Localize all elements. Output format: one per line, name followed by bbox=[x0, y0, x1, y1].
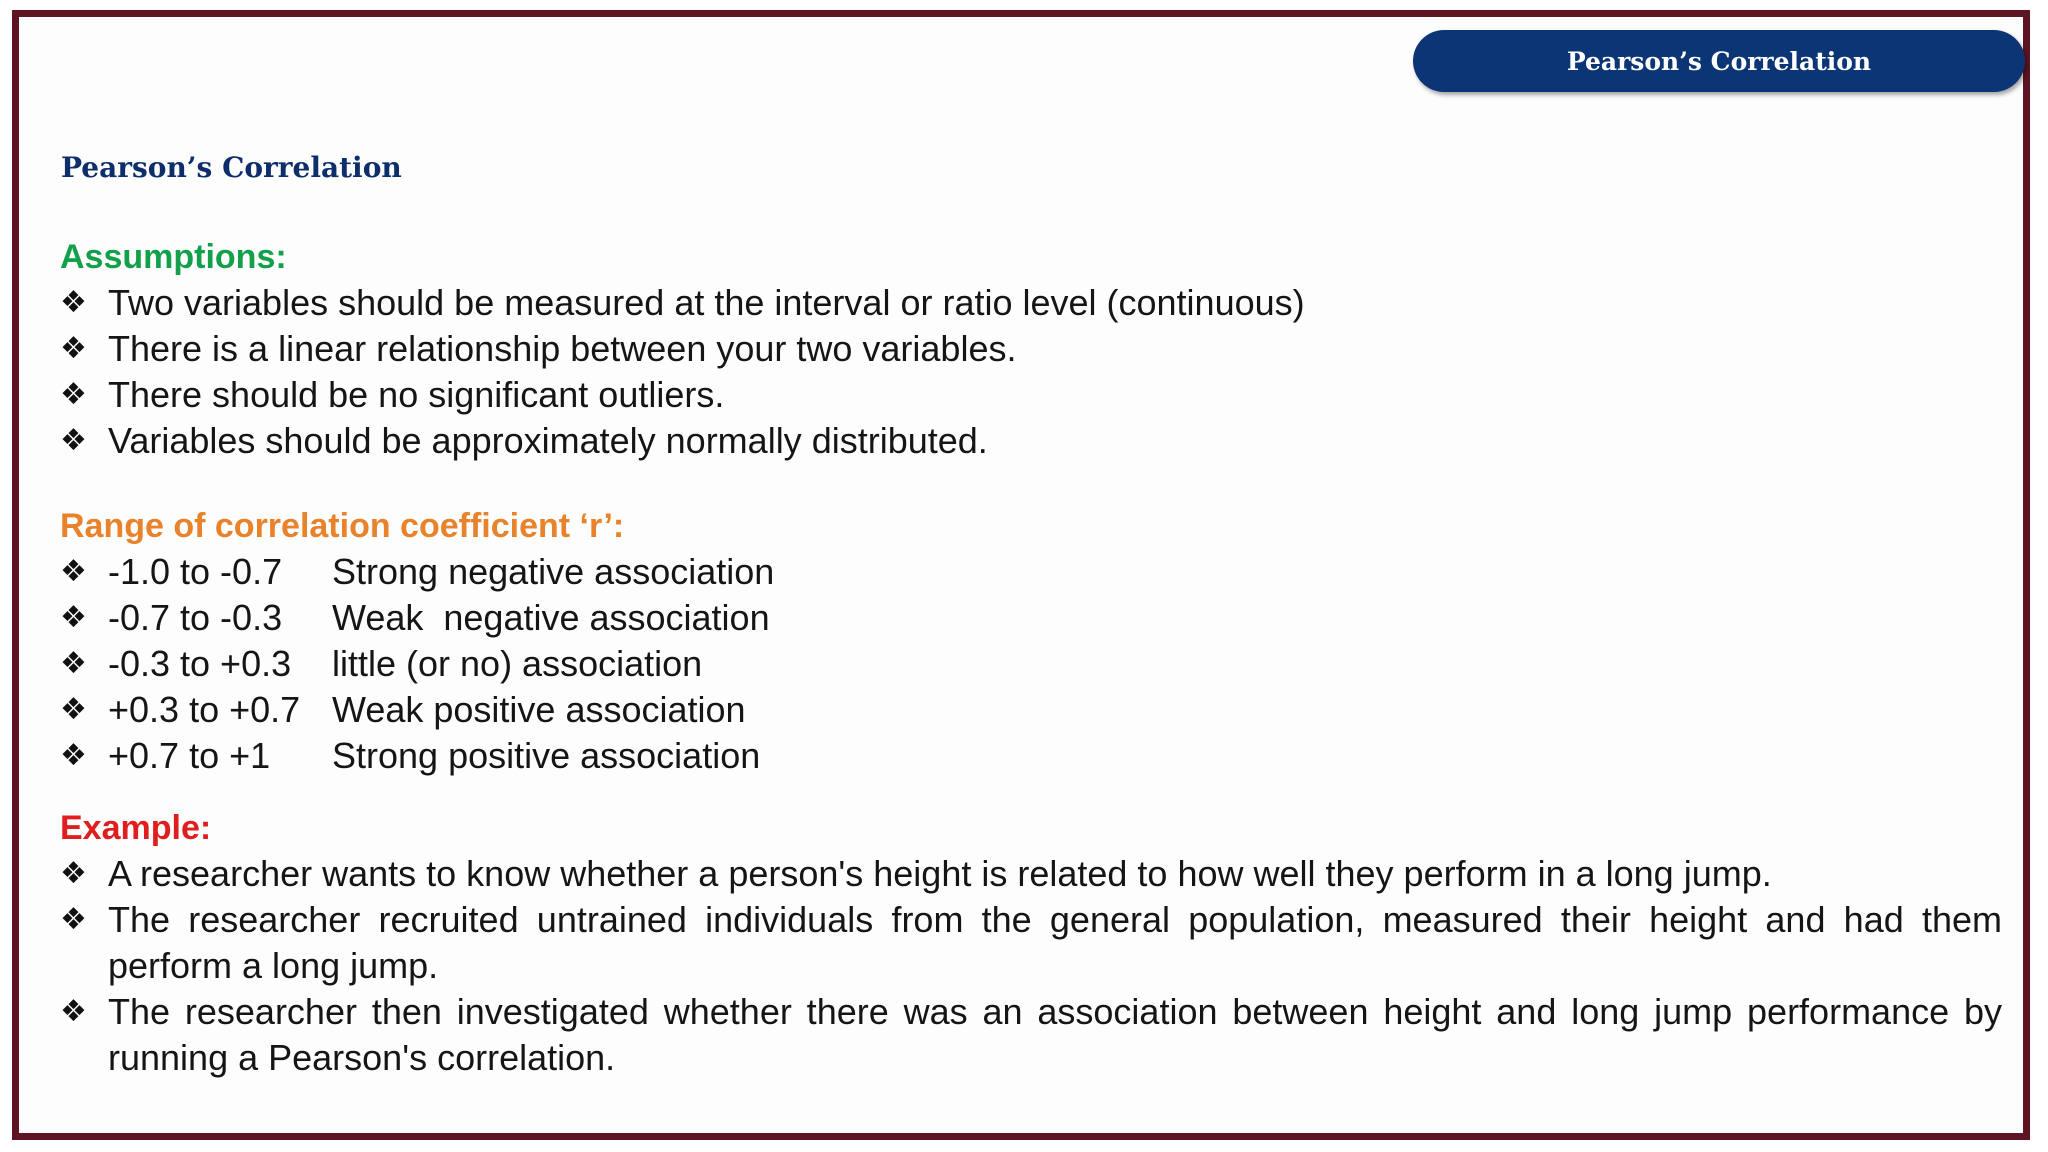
range-label: Weak negative association bbox=[332, 597, 770, 638]
list-item: ❖ Two variables should be measured at the interval or ratio level (continuous) bbox=[60, 280, 2002, 326]
range-list bbox=[60, 549, 2002, 779]
range-value: -1.0 to -0.7 bbox=[108, 551, 283, 592]
four-diamond-bullet-icon: ❖ bbox=[60, 995, 87, 1028]
header-pill-label: Pearson’s Correlation bbox=[1566, 46, 1872, 76]
range-label: little (or no) association bbox=[332, 643, 703, 684]
list-item: ❖ Variables should be approximately normally distributed. bbox=[60, 418, 2002, 464]
range-row bbox=[60, 687, 2002, 733]
four-diamond-bullet-icon: ❖ bbox=[60, 601, 87, 634]
four-diamond-bullet-icon: ❖ bbox=[60, 286, 87, 319]
four-diamond-bullet-icon: ❖ bbox=[60, 424, 87, 457]
assumptions-heading: Assumptions: bbox=[60, 238, 287, 276]
range-row bbox=[60, 733, 2002, 779]
range-value: +0.7 to +1 bbox=[108, 735, 271, 776]
range-row bbox=[60, 595, 2002, 641]
range-value: +0.3 to +0.7 bbox=[108, 689, 301, 730]
four-diamond-bullet-icon: ❖ bbox=[60, 693, 87, 726]
range-heading: Range of correlation coefficient ‘r’: bbox=[60, 507, 625, 545]
list-item: ❖ The researcher then investigated whether there was an association between height and long jump performance by running a Pearson's correlation. bbox=[60, 991, 2002, 1078]
example-list bbox=[60, 851, 2002, 1081]
example-heading: Example: bbox=[60, 809, 212, 847]
list-item: ❖ There should be no significant outliers. bbox=[60, 372, 2002, 418]
range-label: Strong negative association bbox=[332, 551, 775, 592]
list-item: ❖ There is a linear relationship between your two variables. bbox=[60, 326, 2002, 372]
list-item: ❖ A researcher wants to know whether a person's height is related to how well they perform in a long jump. bbox=[60, 851, 2002, 897]
four-diamond-bullet-icon: ❖ bbox=[60, 378, 87, 411]
slide-content bbox=[60, 234, 2002, 1081]
page-title: Pearson’s Correlation bbox=[61, 151, 402, 184]
assumptions-list bbox=[60, 280, 2002, 464]
list-item: ❖ The researcher recruited untrained individuals from the general population, measured their height and had them perform a long jump. bbox=[60, 899, 2002, 986]
range-value: -0.7 to -0.3 bbox=[108, 597, 283, 638]
range-label: Weak positive association bbox=[332, 689, 746, 730]
range-value: -0.3 to +0.3 bbox=[108, 643, 292, 684]
four-diamond-bullet-icon: ❖ bbox=[60, 903, 87, 936]
four-diamond-bullet-icon: ❖ bbox=[60, 555, 87, 588]
range-label: Strong positive association bbox=[332, 735, 761, 776]
four-diamond-bullet-icon: ❖ bbox=[60, 857, 87, 890]
header-pill bbox=[1413, 30, 2025, 92]
four-diamond-bullet-icon: ❖ bbox=[60, 332, 87, 365]
four-diamond-bullet-icon: ❖ bbox=[60, 647, 87, 680]
range-row bbox=[60, 641, 2002, 687]
four-diamond-bullet-icon: ❖ bbox=[60, 739, 87, 772]
range-row bbox=[60, 549, 2002, 595]
